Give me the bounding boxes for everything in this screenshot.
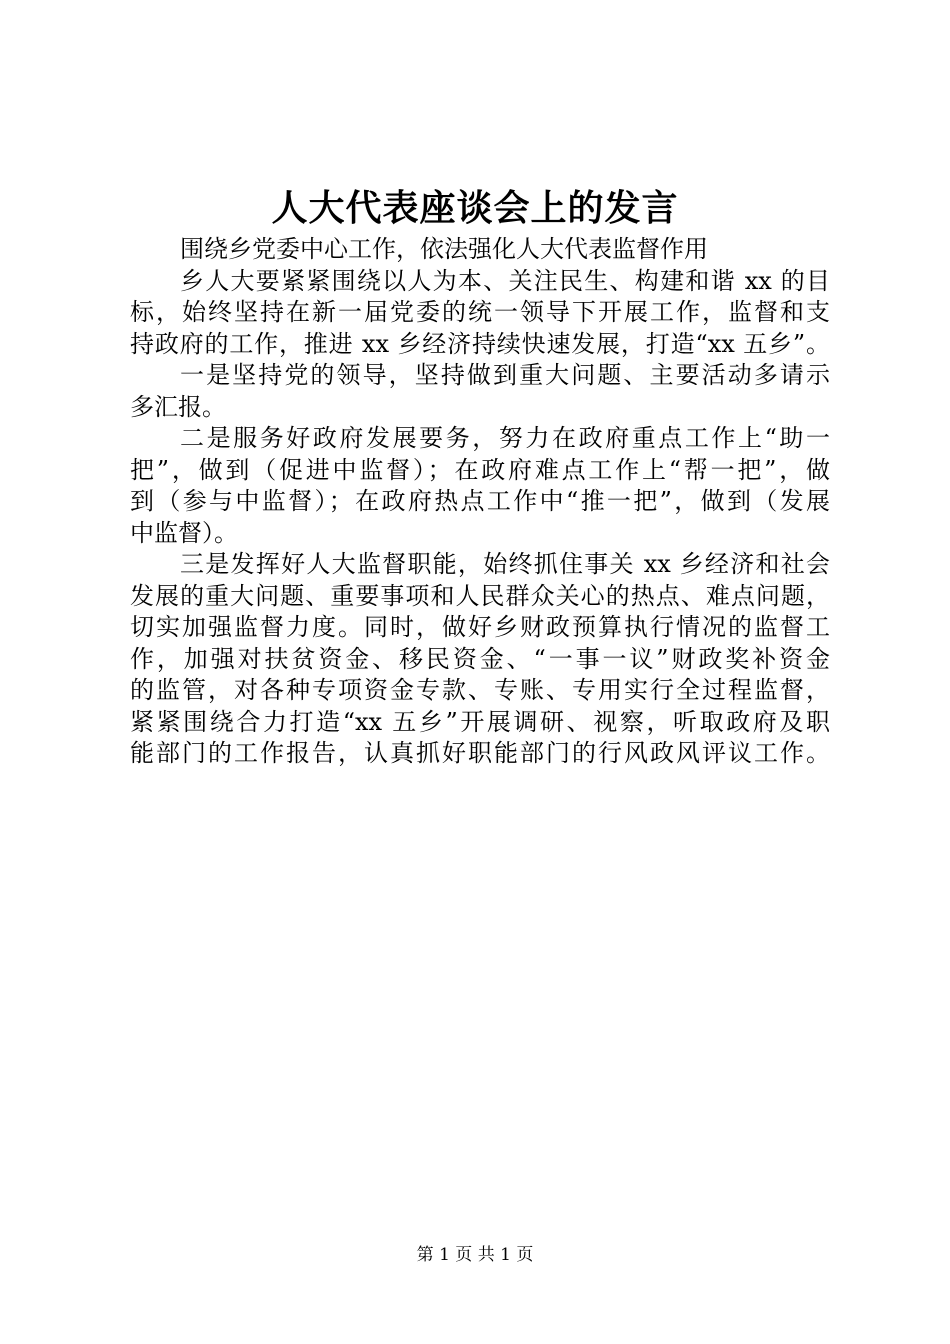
text-line: 持政府的工作，推进 xx 乡经济持续快速发展，打造“xx 五乡”。	[130, 329, 830, 358]
document-title: 人大代表座谈会上的发言	[271, 187, 679, 229]
text-line: 到（参与中监督）；在政府热点工作中“推一把”，做到（发展	[130, 487, 830, 515]
text-line: 乡人大要紧紧围绕以人为本、关注民生、构建和谐 xx 的目	[180, 266, 830, 295]
text-line: 一是坚持党的领导，坚持做到重大问题、主要活动多请示	[180, 361, 830, 389]
text-line: 把”，做到（促进中监督）；在政府难点工作上“帮一把”，做	[130, 455, 830, 484]
text-line: 三是发挥好人大监督职能，始终抓住事关 xx 乡经济和社会	[180, 550, 830, 578]
document-body	[130, 234, 830, 770]
text-line: 二是服务好政府发展要务，努力在政府重点工作上“助一	[180, 424, 830, 452]
text-line: 多汇报。	[130, 392, 226, 421]
text-line: 能部门的工作报告，认真抓好职能部门的行风政风评议工作。	[130, 739, 830, 767]
text-line: 发展的重大问题、重要事项和人民群众关心的热点、难点问题，	[130, 581, 830, 610]
text-line: 切实加强监督力度。同时，做好乡财政预算执行情况的监督工	[130, 613, 830, 641]
text-line: 的监管，对各种专项资金专款、专账、专用实行全过程监督，	[130, 676, 830, 704]
text-line: 围绕乡党委中心工作，依法强化人大代表监督作用	[180, 235, 708, 263]
text-line: 紧紧围绕合力打造“xx 五乡”开展调研、视察，听取政府及职	[130, 707, 830, 736]
page-footer: 第 1 页 共 1 页	[416, 1245, 534, 1265]
text-line: 标，始终坚持在新一届党委的统一领导下开展工作，监督和支	[130, 298, 830, 326]
text-line: 中监督）。	[130, 518, 238, 547]
text-line: 作，加强对扶贫资金、移民资金、“一事一议”财政奖补资金	[130, 644, 830, 673]
